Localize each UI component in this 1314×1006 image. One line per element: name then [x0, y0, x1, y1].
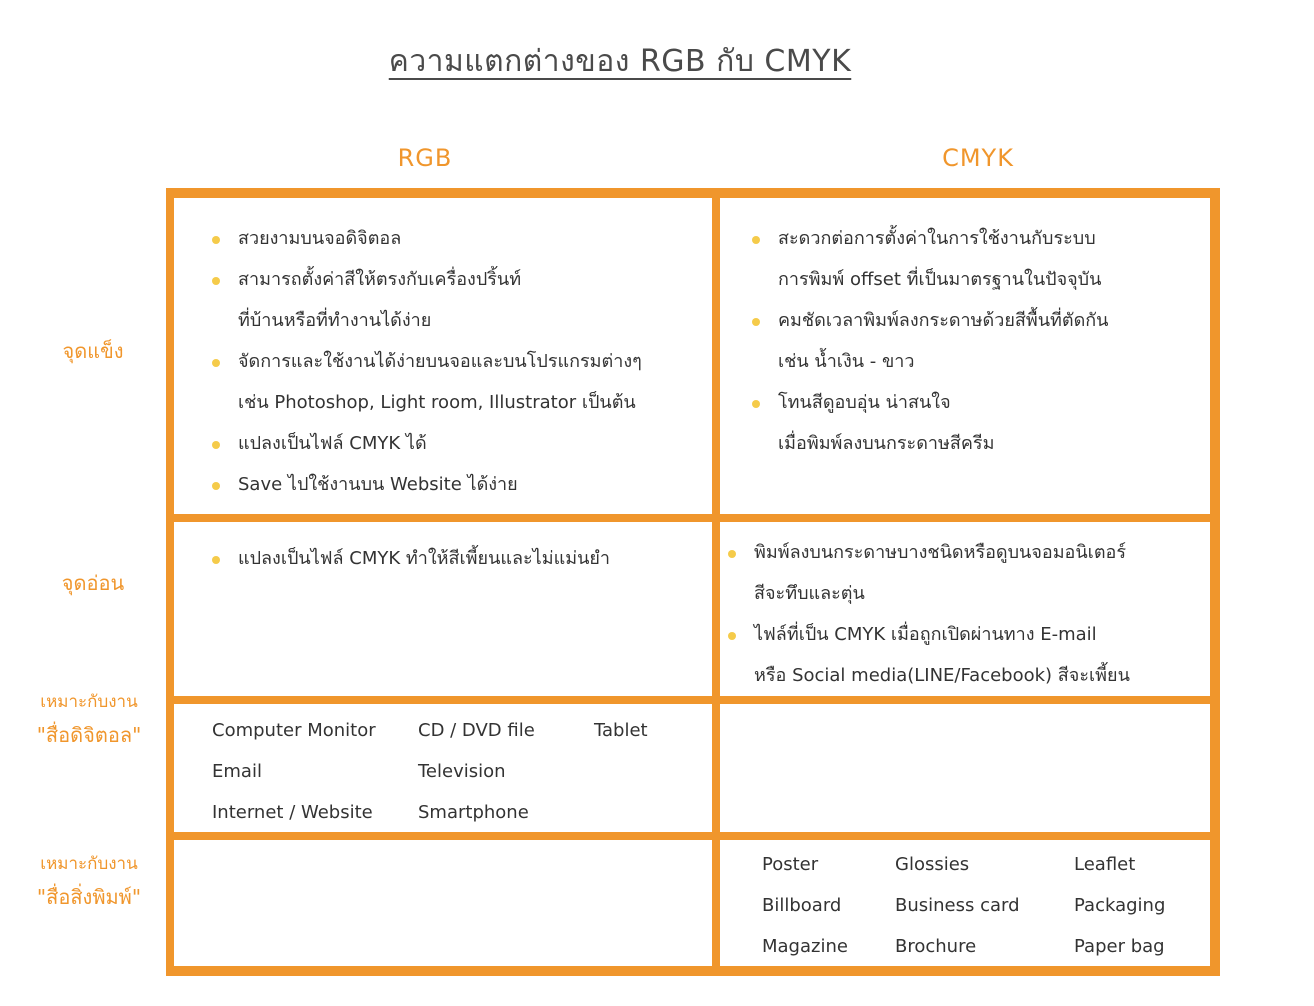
- media-type-item: [594, 792, 712, 833]
- bullet-item: Save ไปใช้งานบน Website ได้ง่าย: [210, 464, 712, 505]
- media-type-item: [594, 751, 712, 792]
- cell-cmyk-digital: [720, 704, 1210, 832]
- cell-rgb-print: [174, 840, 712, 966]
- media-type-item: Poster: [762, 854, 819, 875]
- rgb-weaknesses-list: [210, 538, 712, 579]
- media-type-item: Billboard: [762, 895, 842, 916]
- row-label-digital-line2: "สื่อดิจิตอล": [36, 722, 142, 747]
- bullet-item: แปลงเป็นไฟล์ CMYK ทำให้สีเพี้ยนและไม่แม่นยำ: [210, 538, 712, 579]
- media-type-item: Tablet: [594, 720, 648, 741]
- bullet-item: แปลงเป็นไฟล์ CMYK ได้: [210, 423, 712, 464]
- cell-rgb-strengths: [174, 198, 712, 514]
- media-type-item: Smartphone: [418, 802, 529, 823]
- column-header-rgb: RGB: [397, 144, 453, 172]
- cmyk-weaknesses-list: [726, 532, 1210, 696]
- bullet-item: จัดการและใช้งานได้ง่ายบนจอและบนโปรแกรมต่างๆ เช่น Photoshop, Light room, Illustrator เป็นต้น: [210, 341, 712, 423]
- bullet-item: ไฟล์ที่เป็น CMYK เมื่อถูกเปิดผ่านทาง E-mail หรือ Social media(LINE/Facebook) สีจะเพี้ยน: [726, 614, 1210, 696]
- bullet-item: สะดวกต่อการตั้งค่าในการใช้งานกับระบบ การพิมพ์ offset ที่เป็นมาตรฐานในปัจจุบัน: [750, 218, 1210, 300]
- media-type-item: Packaging: [1074, 895, 1166, 916]
- bullet-item: โทนสีดูอบอุ่น น่าสนใจ เมื่อพิมพ์ลงบนกระดาษสีครีม: [750, 382, 1210, 464]
- media-type-item: CD / DVD file: [418, 720, 535, 741]
- row-label-strengths-text: จุดแข็ง: [62, 339, 124, 363]
- column-header-cmyk: CMYK: [942, 144, 1014, 172]
- media-type-item: Television: [418, 761, 506, 782]
- page-title: ความแตกต่างของ RGB กับ CMYK: [388, 44, 852, 79]
- media-type-item: Leaflet: [1074, 854, 1136, 875]
- row-label-weaknesses-text: จุดอ่อน: [61, 571, 125, 595]
- cmyk-print-media-grid: [762, 844, 1210, 967]
- media-type-item: Brochure: [895, 936, 977, 957]
- row-label-weaknesses: [18, 568, 168, 598]
- cell-cmyk-strengths: [720, 198, 1210, 514]
- row-label-print: [14, 852, 164, 912]
- row-label-strengths: [18, 336, 168, 366]
- bullet-item: คมชัดเวลาพิมพ์ลงกระดาษด้วยสีพื้นที่ตัดกัน เช่น น้ำเงิน - ขาว: [750, 300, 1210, 382]
- bullet-item: สามารถตั้งค่าสีให้ตรงกับเครื่องปริ้นท์ ที่บ้านหรือที่ทำงานได้ง่าย: [210, 259, 712, 341]
- row-label-print-line2: "สื่อสิ่งพิมพ์": [36, 884, 142, 909]
- cell-rgb-weaknesses: [174, 522, 712, 696]
- bullet-item: สวยงามบนจอดิจิตอล: [210, 218, 712, 259]
- media-type-item: Computer Monitor: [212, 720, 376, 741]
- media-type-item: Business card: [895, 895, 1020, 916]
- rgb-strengths-list: [210, 218, 712, 505]
- rgb-digital-media-grid: [212, 710, 712, 833]
- bullet-item: พิมพ์ลงบนกระดาษบางชนิดหรือดูบนจอมอนิเตอร์ สีจะทึบและตุ่น: [726, 532, 1210, 614]
- comparison-table: [166, 188, 1220, 976]
- media-type-item: Paper bag: [1074, 936, 1165, 957]
- media-type-item: Glossies: [895, 854, 970, 875]
- media-type-item: Internet / Website: [212, 802, 373, 823]
- cell-cmyk-weaknesses: [720, 522, 1210, 696]
- row-label-print-line1: เหมาะกับงาน: [40, 854, 138, 874]
- cell-rgb-digital: [174, 704, 712, 832]
- media-type-item: Magazine: [762, 936, 848, 957]
- cmyk-strengths-list: [750, 218, 1210, 464]
- row-label-digital: [14, 690, 164, 750]
- cell-cmyk-print: [720, 840, 1210, 966]
- row-label-digital-line1: เหมาะกับงาน: [40, 692, 138, 712]
- media-type-item: Email: [212, 761, 262, 782]
